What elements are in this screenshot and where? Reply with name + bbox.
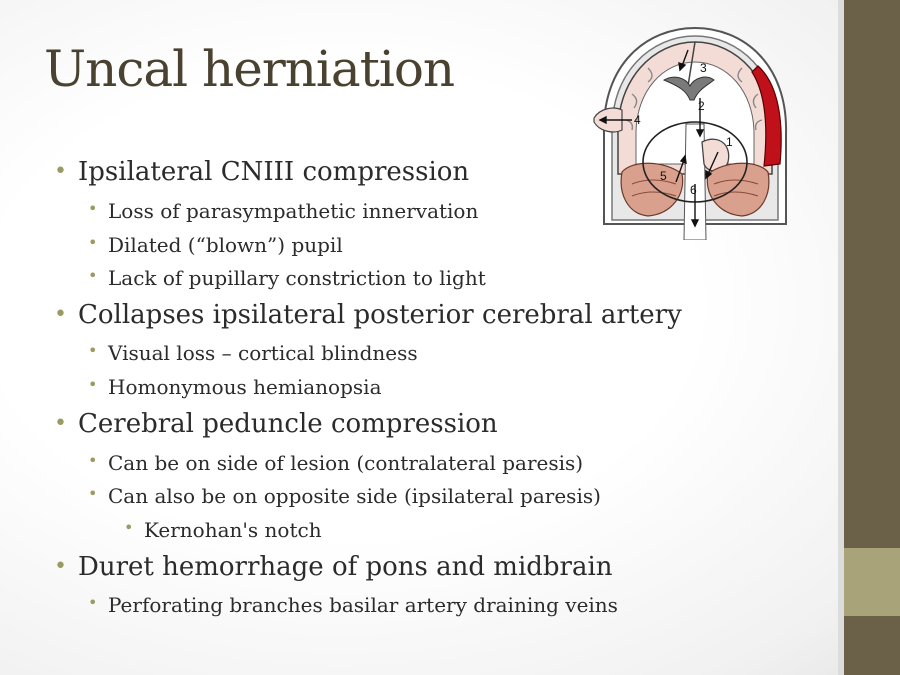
bullet-kernohans-notch bbox=[124, 518, 322, 542]
diagram-label-2: 2 bbox=[698, 99, 705, 113]
bullet-text: Lack of pupillary constriction to light bbox=[108, 266, 486, 290]
bullet-text: Cerebral peduncle compression bbox=[78, 409, 498, 439]
bullet-pca-collapse bbox=[54, 300, 682, 330]
bullet-text: Can be on side of lesion (contralateral paresis) bbox=[108, 451, 584, 475]
bullet-peduncle-compression bbox=[54, 409, 498, 439]
bullet-dot: • bbox=[88, 341, 98, 360]
bullet-dot: • bbox=[54, 302, 67, 327]
bullet-dot: • bbox=[54, 159, 67, 184]
diagram-label-6: 6 bbox=[690, 183, 697, 197]
bullet-dot: • bbox=[88, 593, 98, 612]
bullet-text: Kernohan's notch bbox=[144, 518, 322, 542]
bullet-text: Loss of parasympathetic innervation bbox=[108, 199, 479, 223]
bullet-text: Collapses ipsilateral posterior cerebral artery bbox=[78, 300, 682, 330]
bullet-dot: • bbox=[88, 375, 98, 394]
slide-title: Uncal herniation bbox=[44, 40, 455, 98]
bullet-text: Dilated (“blown”) pupil bbox=[108, 233, 343, 257]
bullet-dot: • bbox=[88, 266, 98, 285]
bullet-dot: • bbox=[88, 233, 98, 252]
sidebar-accent-stripe bbox=[844, 548, 900, 616]
bullet-parasympathetic-loss bbox=[88, 199, 479, 223]
bullet-text: Ipsilateral CNIII compression bbox=[78, 157, 470, 187]
bullet-ipsilateral-paresis bbox=[88, 484, 601, 508]
bullet-text: Duret hemorrhage of pons and midbrain bbox=[78, 552, 613, 582]
diagram-label-4: 4 bbox=[634, 113, 641, 127]
bullet-cn3-compression bbox=[54, 157, 470, 187]
bullet-contralateral-paresis bbox=[88, 451, 584, 475]
diagram-label-1: 1 bbox=[726, 135, 733, 149]
bullet-duret-hemorrhage bbox=[54, 552, 613, 582]
bullet-text: Homonymous hemianopsia bbox=[108, 375, 382, 399]
bullet-hemianopsia bbox=[88, 375, 382, 399]
bullet-text: Visual loss – cortical blindness bbox=[108, 341, 418, 365]
bullet-dot: • bbox=[124, 518, 134, 537]
bullet-dot: • bbox=[54, 554, 67, 579]
bullet-pupil-constriction bbox=[88, 266, 486, 290]
bullet-text: Can also be on opposite side (ipsilateral paresis) bbox=[108, 484, 601, 508]
diagram-label-3: 3 bbox=[700, 61, 707, 75]
bullet-dot: • bbox=[88, 451, 98, 470]
bullet-text: Perforating branches basilar artery draining veins bbox=[108, 593, 618, 617]
bullet-dilated-pupil bbox=[88, 233, 343, 257]
brain-herniation-diagram bbox=[592, 24, 798, 240]
bullet-perforating-branches bbox=[88, 593, 618, 617]
bullet-dot: • bbox=[88, 484, 98, 503]
bullet-dot: • bbox=[88, 199, 98, 218]
diagram-label-5: 5 bbox=[660, 169, 667, 183]
bullet-dot: • bbox=[54, 411, 67, 436]
bullet-visual-loss bbox=[88, 341, 418, 365]
